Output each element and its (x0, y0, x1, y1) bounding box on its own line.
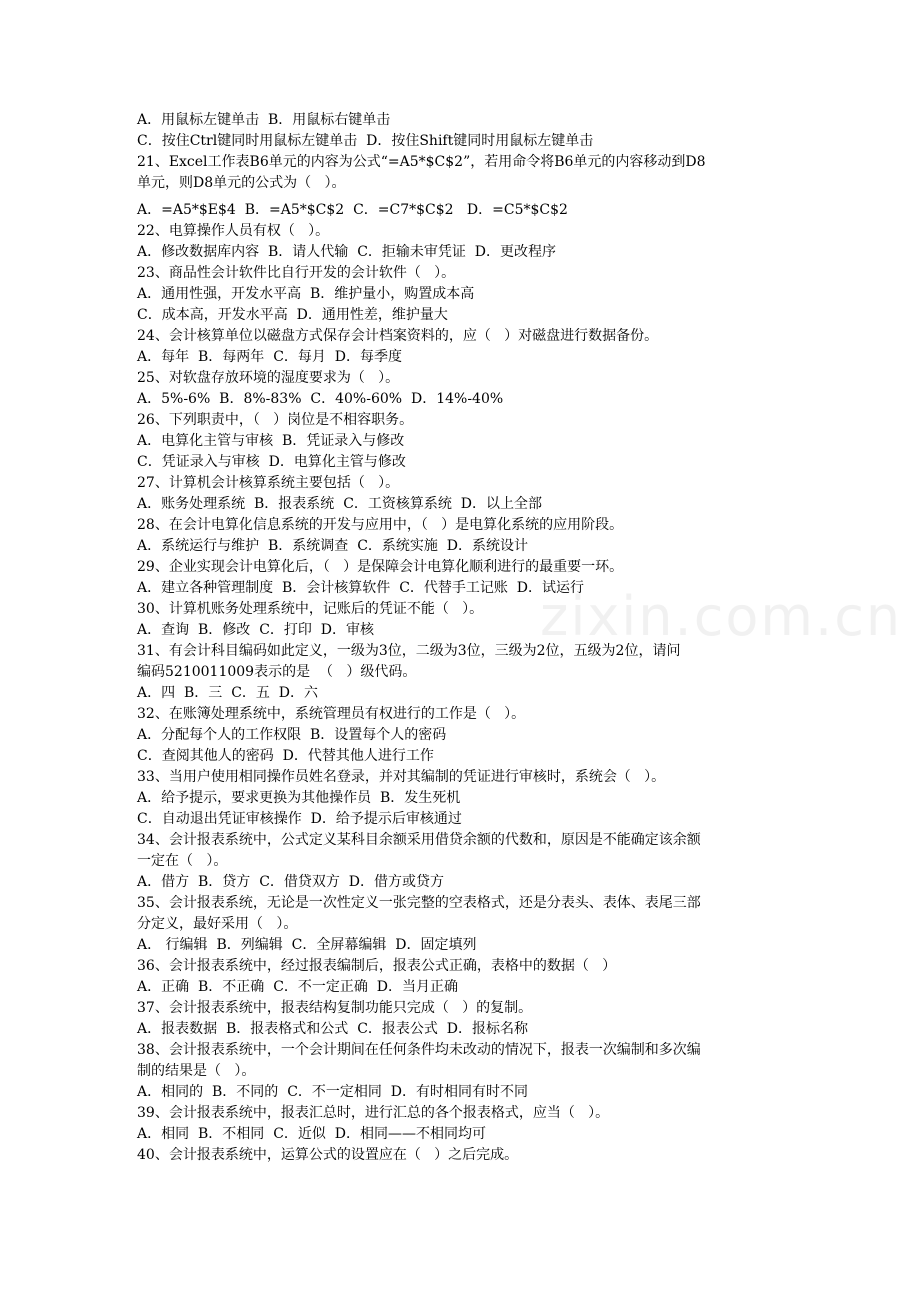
answer-options: A．报表数据 B．报表格式和公式 C．报表公式 D．报标名称 (137, 1021, 529, 1037)
question-39: 39、会计报表系统中，报表汇总时，进行汇总的各个报表格式，应当（ ）。 (137, 1105, 610, 1121)
answer-options: C．自动退出凭证审核操作 D．给予提示后审核通过 (137, 811, 462, 827)
question-21: 21、Excel工作表B6单元的内容为公式“=A5*$C$2”，若用命令将B6单元的内容移动到D8 (137, 154, 706, 170)
text-line: 一定在（ ）。 (137, 853, 228, 869)
question-31: 31、有会计科目编码如此定义，一级为3位，二级为3位，三级为2位，五级为2位，请问 (137, 643, 681, 659)
answer-options: A．=A5*$E$4 B．=A5*$C$2 C．=C7*$C$2 D．=C5*$C$2 (137, 202, 568, 218)
answer-options: A．查询 B．修改 C．打印 D．审核 (137, 622, 375, 638)
answer-options: A．5%-6% B．8%-83% C．40%-60% D．14%-40% (137, 391, 504, 407)
question-40: 40、会计报表系统中，运算公式的设置应在（ ）之后完成。 (137, 1147, 519, 1163)
question-35: 35、会计报表系统，无论是一次性定义一张完整的空表格式，还是分表头、表体、表尾三部 (137, 895, 701, 911)
question-37: 37、会计报表系统中，报表结构复制功能只完成（ ）的复制。 (137, 1000, 533, 1016)
answer-options: A．四 B．三 C．五 D．六 (137, 685, 319, 701)
question-38: 38、会计报表系统中，一个会计期间在任何条件均未改动的情况下，报表一次编制和多次编 (137, 1042, 701, 1058)
text-line: A．用鼠标左键单击 B．用鼠标右键单击 (137, 112, 391, 128)
question-32: 32、在账簿处理系统中，系统管理员有权进行的工作是（ ）。 (137, 706, 526, 722)
question-30: 30、计算机账务处理系统中，记账后的凭证不能（ ）。 (137, 601, 484, 617)
answer-options: A．系统运行与维护 B．系统调查 C．系统实施 D．系统设计 (137, 538, 529, 554)
watermark: zixin.com.cn (540, 585, 903, 648)
document-body (137, 110, 787, 1166)
question-33: 33、当用户使用相同操作员姓名登录，并对其编制的凭证进行审核时，系统会（ ）。 (137, 769, 666, 785)
answer-options: A．相同的 B．不同的 C．不一定相同 D．有时相同有时不同 (137, 1084, 529, 1100)
answer-options: A．每年 B．每两年 C．每月 D．每季度 (137, 349, 403, 365)
question-34: 34、会计报表系统中，公式定义某科目余额采用借贷余额的代数和，原因是不能确定该余额 (137, 832, 701, 848)
answer-options: A．借方 B．贷方 C．借贷双方 D．借方或贷方 (137, 874, 445, 890)
question-24: 24、会计核算单位以磁盘方式保存会计档案资料的，应（ ）对磁盘进行数据备份。 (137, 328, 659, 344)
text-line: 单元，则D8单元的公式为（ ）。 (137, 175, 346, 191)
answer-options: A．通用性强，开发水平高 B．维护量小，购置成本高 (137, 286, 475, 302)
text-line: 制的结果是（ ）。 (137, 1063, 256, 1079)
answer-options: A．正确 B．不正确 C．不一定正确 D．当月正确 (137, 979, 459, 995)
question-23: 23、商品性会计软件比自行开发的会计软件（ ）。 (137, 265, 456, 281)
answer-options: A．电算化主管与审核 B．凭证录入与修改 (137, 433, 405, 449)
question-25: 25、对软盘存放环境的湿度要求为（ ）。 (137, 370, 400, 386)
question-27: 27、计算机会计核算系统主要包括（ ）。 (137, 475, 400, 491)
text-line: C．按住Ctrl键同时用鼠标左键单击 D．按住Shift键同时用鼠标左键单击 (137, 133, 594, 149)
answer-options: A．修改数据库内容 B．请人代输 C．拒输未审凭证 D．更改程序 (137, 244, 557, 260)
answer-options: A．相同 B．不相同 C．近似 D．相同——不相同均可 (137, 1126, 487, 1142)
answer-options: A． 行编辑 B．列编辑 C．全屏幕编辑 D．固定填列 (137, 937, 477, 953)
question-29: 29、企业实现会计电算化后，（ ）是保障会计电算化顺利进行的最重要一环。 (137, 559, 624, 575)
answer-options: A．账务处理系统 B．报表系统 C．工资核算系统 D．以上全部 (137, 496, 543, 512)
question-28: 28、在会计电算化信息系统的开发与应用中，（ ）是电算化系统的应用阶段。 (137, 517, 624, 533)
answer-options: A．建立各种管理制度 B．会计核算软件 C．代替手工记账 D．试运行 (137, 580, 585, 596)
answer-options: A．给予提示，要求更换为其他操作员 B．发生死机 (137, 790, 461, 806)
answer-options: C．查阅其他人的密码 D．代替其他人进行工作 (137, 748, 434, 764)
question-26: 26、下列职责中，（ ）岗位是不相容职务。 (137, 412, 414, 428)
answer-options: C．凭证录入与审核 D．电算化主管与修改 (137, 454, 406, 470)
text-line: 编码5210011009表示的是 （ ）级代码。 (137, 664, 417, 680)
text-line: 分定义，最好采用（ ）。 (137, 916, 298, 932)
question-36: 36、会计报表系统中，经过报表编制后，报表公式正确，表格中的数据（ ） (137, 958, 617, 974)
question-22: 22、电算操作人员有权（ ）。 (137, 223, 330, 239)
answer-options: C．成本高，开发水平高 D．通用性差，维护量大 (137, 307, 448, 323)
answer-options: A．分配每个人的工作权限 B．设置每个人的密码 (137, 727, 447, 743)
